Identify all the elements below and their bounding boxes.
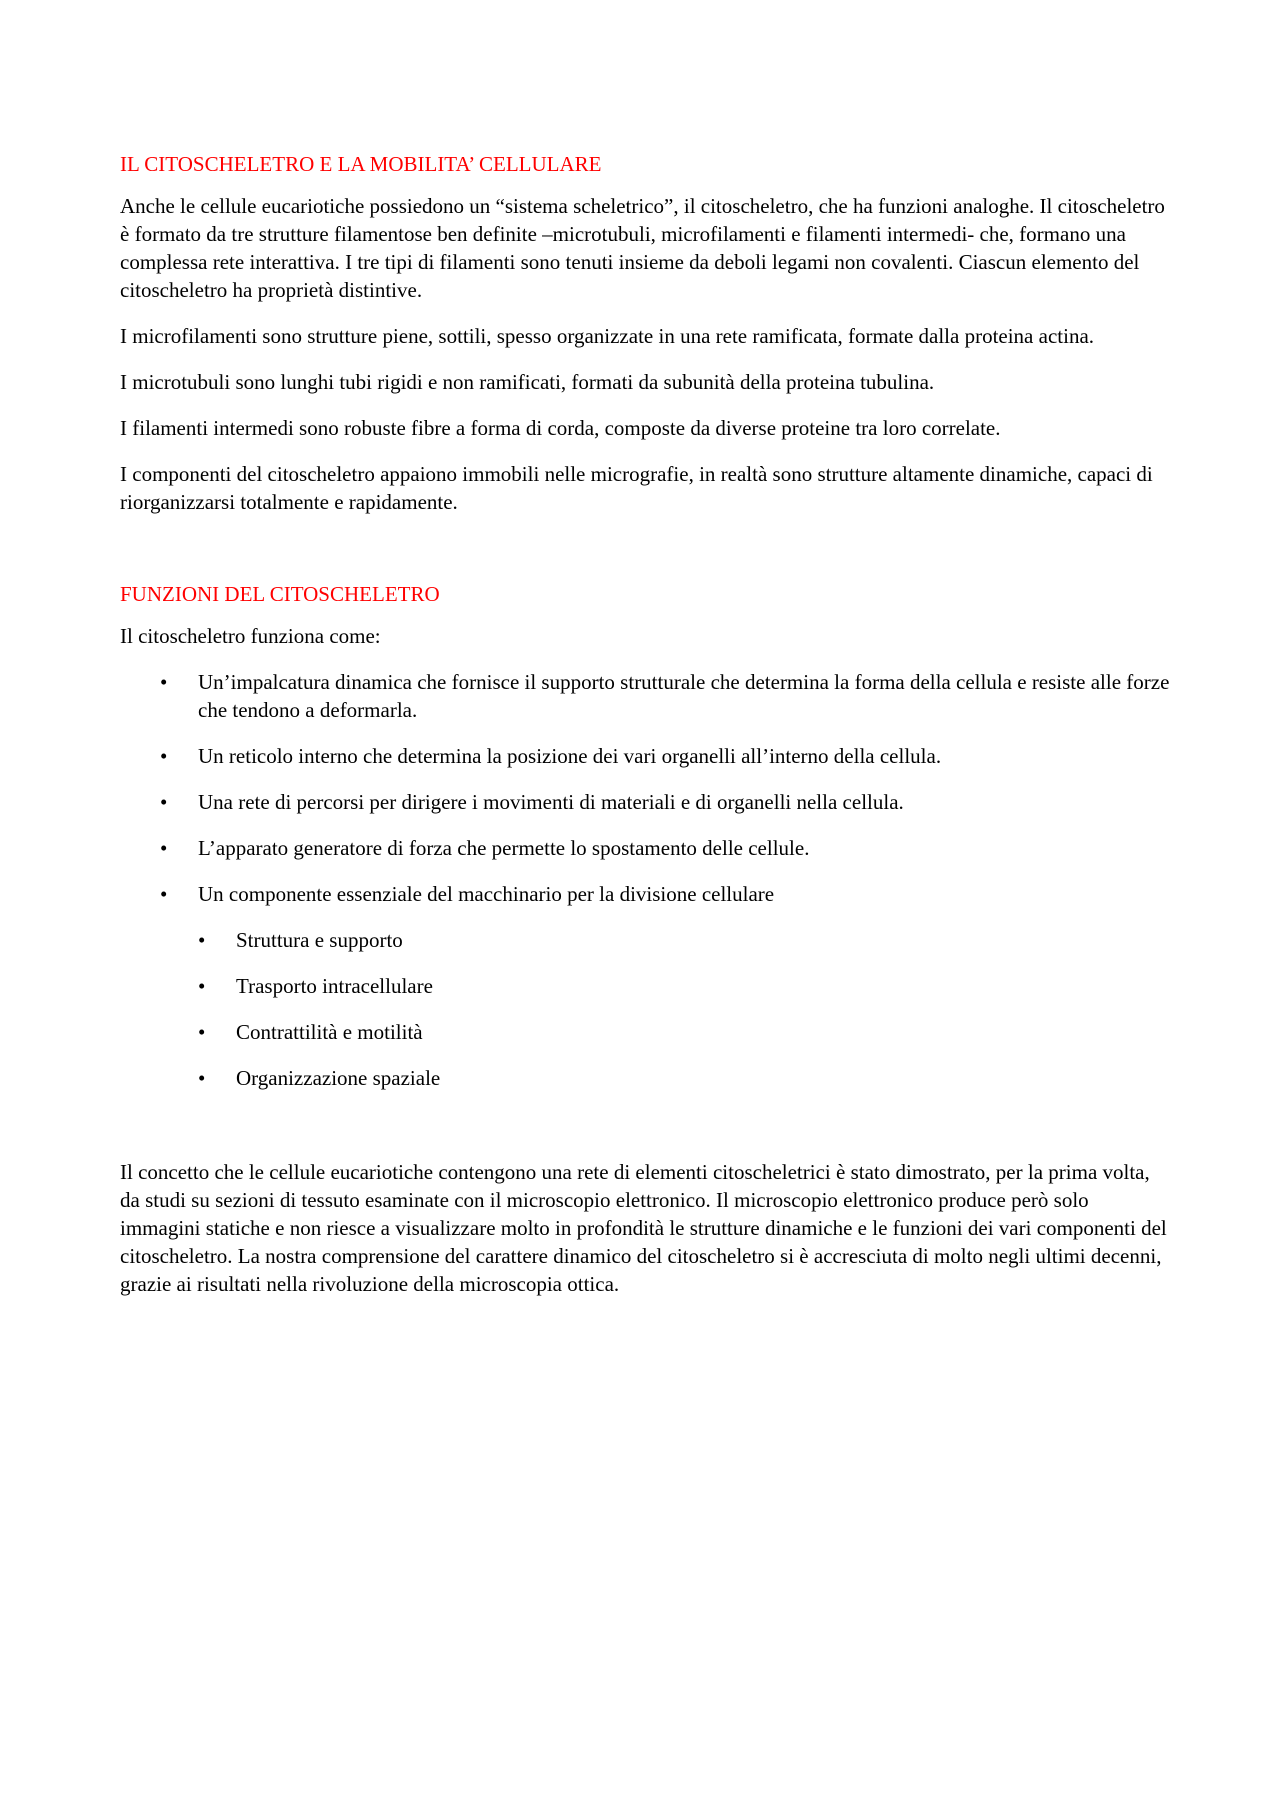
functions-intro: Il citoscheletro funziona come: [120, 624, 381, 648]
paragraph-componenti: I componenti del citoscheletro appaiono immobili nelle micrografie, in realtà sono strutture altamente dinamiche, capaci di riorganizzarsi totalmente e rapidamente. [120, 462, 1153, 514]
sublist-item [120, 926, 1170, 954]
sublist-item-text: Struttura e supporto [236, 928, 403, 952]
bullet-icon: • [198, 928, 206, 952]
sublist-item [120, 1064, 1170, 1092]
section-title-citoscheletro: IL CITOSCHELETRO E LA MOBILITA’ CELLULARE [120, 152, 602, 176]
paragraph-intro: Anche le cellule eucariotiche possiedono un “sistema scheletrico”, il citoscheletro, che ha funzioni analoghe. Il citoscheletro è formato da tre strutture filamentose ben definite –microtubuli, microfilamenti e filamenti intermedi- che, formano una complessa rete interattiva. I tre tipi di filamenti sono tenuti insieme da deboli legami non covalenti. Ciascun elemento del citoscheletro ha proprietà distintive. [120, 194, 1165, 302]
sublist-item-text: Trasporto intracellulare [236, 974, 433, 998]
paragraph-filamenti-intermedi: I filamenti intermedi sono robuste fibre a forma di corda, composte da diverse proteine tra loro correlate. [120, 416, 1001, 440]
paragraph-closing: Il concetto che le cellule eucariotiche contengono una rete di elementi citoscheletrici è stato dimostrato, per la prima volta, da studi su sezioni di tessuto esaminate con il microscopio elettronico. Il microscopio elettronico produce però solo immagini statiche e non riesce a visualizzare molto in profondità le strutture dinamiche e le funzioni dei vari componenti del citoscheletro. La nostra comprensione del carattere dinamico del citoscheletro si è accresciuta di molto negli ultimi decenni, grazie ai risultati nella rivoluzione della microscopia ottica. [120, 1160, 1167, 1296]
bullet-icon: • [198, 1066, 206, 1090]
bullet-icon: • [198, 1020, 206, 1044]
sublist-item-text: Organizzazione spaziale [236, 1066, 441, 1090]
section-title-funzioni: FUNZIONI DEL CITOSCHELETRO [120, 582, 440, 606]
paragraph-microtubuli: I microtubuli sono lunghi tubi rigidi e non ramificati, formati da subunità della proteina tubulina. [120, 370, 935, 394]
sublist-item-text: Contrattilità e motilità [236, 1020, 423, 1044]
sublist-item [120, 1018, 1170, 1046]
list-item-text: Una rete di percorsi per dirigere i movimenti di materiali e di organelli nella cellula. [198, 790, 904, 814]
document-page [120, 150, 1170, 1316]
functions-list [120, 668, 1170, 908]
list-item [120, 834, 1170, 862]
list-item [120, 880, 1170, 908]
list-item-text: Un’impalcatura dinamica che fornisce il supporto strutturale che determina la forma della cellula e resiste alle forze che tendono a deformarla. [198, 670, 1170, 722]
bullet-icon: • [160, 882, 168, 906]
paragraph-microfilamenti: I microfilamenti sono strutture piene, sottili, spesso organizzate in una rete ramificata, formate dalla proteina actina. [120, 324, 1095, 348]
functions-sublist [120, 926, 1170, 1092]
list-item [120, 788, 1170, 816]
bullet-icon: • [160, 670, 168, 694]
list-item [120, 668, 1170, 724]
list-item-text: Un componente essenziale del macchinario per la divisione cellulare [198, 882, 775, 906]
list-item [120, 742, 1170, 770]
bullet-icon: • [160, 790, 168, 814]
list-item-text: Un reticolo interno che determina la posizione dei vari organelli all’interno della cellula. [198, 744, 942, 768]
bullet-icon: • [160, 744, 168, 768]
list-item-text: L’apparato generatore di forza che permette lo spostamento delle cellule. [198, 836, 810, 860]
sublist-item [120, 972, 1170, 1000]
bullet-icon: • [160, 836, 168, 860]
bullet-icon: • [198, 974, 206, 998]
